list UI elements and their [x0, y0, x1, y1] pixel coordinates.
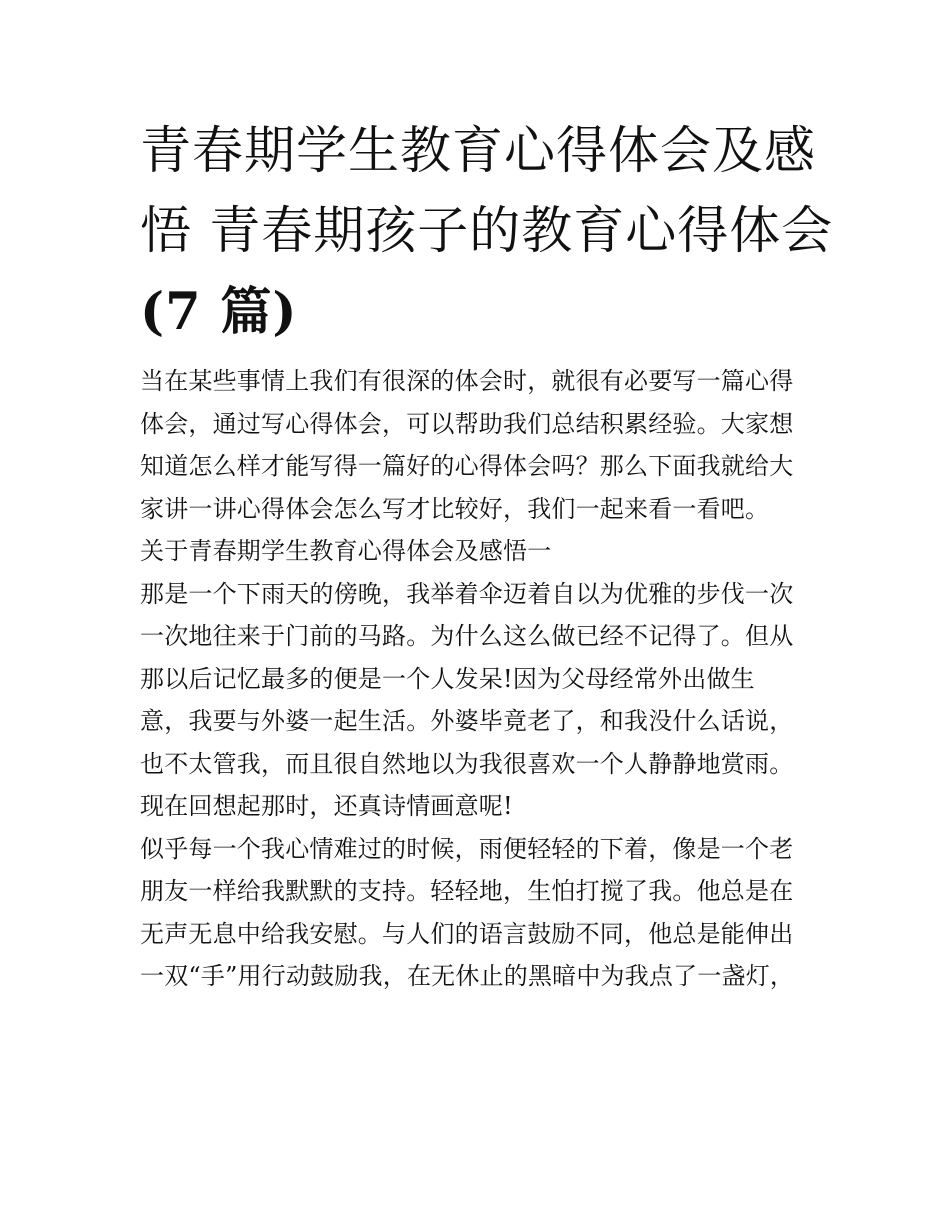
intro-line-2: 体会，通过写心得体会，可以帮助我们总结积累经验。大家想	[140, 409, 794, 438]
paragraph-1-line-1: 那是一个下雨天的傍晚，我举着伞迈着自以为优雅的步伐一次	[140, 579, 794, 608]
paragraph-1-line-5: 也不太管我，而且很自然地以为我很喜欢一个人静静地赏雨。	[140, 749, 794, 778]
paragraph-1-line-3: 那以后记忆最多的便是一个人发呆!因为父母经常外出做生	[140, 664, 755, 693]
paragraph-2-line-2: 朋友一样给我默默的支持。轻轻地，生怕打搅了我。他总是在	[140, 877, 794, 905]
title-line-1: 青春期学生教育心得体会及感	[140, 122, 817, 181]
title-line-3: (7 篇)	[140, 282, 298, 342]
paragraph-1-line-2: 一次地往来于门前的马路。为什么这么做已经不记得了。但从	[140, 622, 794, 650]
paragraph-2-line-3: 无声无息中给我安慰。与人们的语言鼓励不同，他总是能伸出	[140, 919, 794, 948]
intro-line-1: 当在某些事情上我们有很深的体会时，就很有必要写一篇心得	[140, 367, 794, 395]
intro-line-4: 家讲一讲心得体会怎么写才比较好，我们一起来看一看吧。	[140, 494, 770, 523]
title-line-2: 悟 青春期孩子的教育心得体会	[140, 202, 834, 261]
section-heading: 关于青春期学生教育心得体会及感悟一	[140, 537, 552, 565]
document-title	[140, 112, 834, 352]
intro-line-3: 知道怎么样才能写得一篇好的心得体会吗？那么下面我就给大	[140, 452, 794, 480]
paragraph-1-line-4: 意，我要与外婆一起生活。外婆毕竟老了，和我没什么话说，	[140, 707, 794, 735]
paragraph-2-line-4: 一双“手”用行动鼓励我，在无休止的黑暗中为我点了一盏灯，	[140, 962, 795, 990]
document-body	[140, 360, 820, 998]
paragraph-1-line-6: 现在回想起那时，还真诗情画意呢!	[140, 792, 513, 820]
paragraph-2-line-1: 似乎每一个我心情难过的时候，雨便轻轻的下着，像是一个老	[140, 834, 794, 863]
